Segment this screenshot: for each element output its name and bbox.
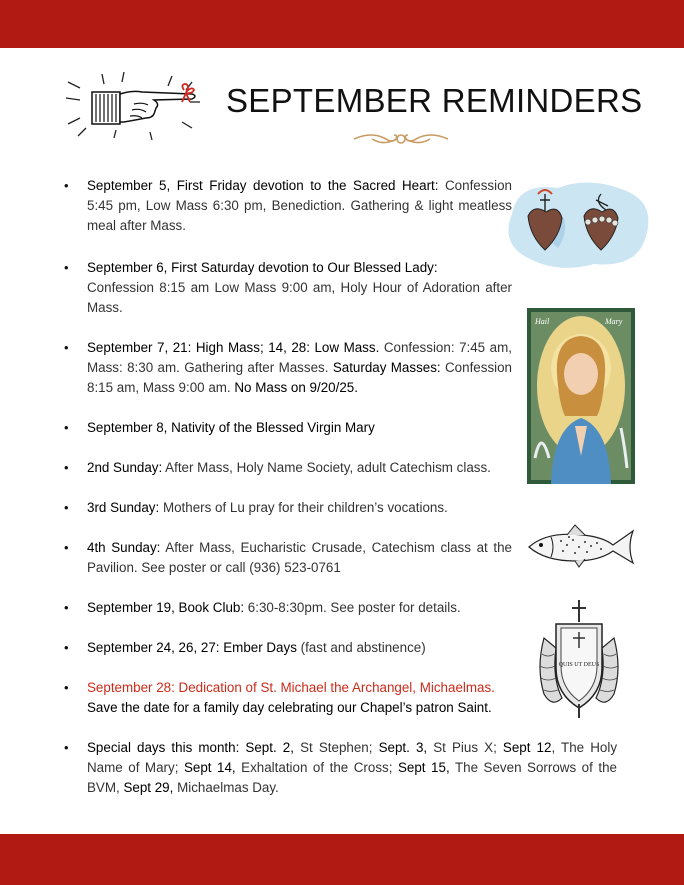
item-lead: Special days this month: Sept. 2,: [87, 740, 294, 755]
list-item: [60, 338, 512, 398]
top-red-band: [0, 0, 684, 48]
item-text: Confession 8:15 am, Mass 9:00 am.: [87, 360, 513, 395]
item-highlight: September 28: Dedication of St. Michael the Archangel, Michaelmas.: [87, 680, 495, 695]
item-text: 6:30-8:30pm. See poster for details.: [244, 600, 461, 615]
list-item: [60, 638, 512, 658]
item-lead: 4th Sunday:: [87, 540, 161, 555]
item-lead: Sept. 3,: [378, 740, 428, 755]
fish-icon: [527, 523, 635, 569]
item-lead: September 7, 21: High Mass; 14, 28: Low Mass.: [87, 340, 380, 355]
bottom-red-band: [0, 834, 684, 885]
item-lead: Sept 12: [502, 740, 552, 755]
item-lead: Save the date for a family day celebrating our Chapel’s patron Saint.: [87, 700, 492, 715]
item-text: Confession 5:45 pm, Low Mass 6:30 pm, Benediction. Gathering & light meatless meal after Mass.: [87, 178, 512, 233]
ornament-flourish-icon: [352, 127, 450, 151]
sacred-hearts-image: [498, 174, 658, 274]
item-text: St Pius X;: [427, 740, 503, 755]
list-item: [60, 176, 512, 236]
item-text: The Seven Sorrows of the BVM,: [87, 760, 617, 795]
list-item: [60, 418, 512, 438]
item-text: Michaelmas Day.: [173, 780, 279, 795]
item-text: After Mass, Holy Name Society, adult Catechism class.: [162, 460, 491, 475]
pointing-hand-icon: [62, 72, 220, 144]
item-text: , The Holy Name of Mary;: [87, 740, 618, 775]
item-text: After Mass, Eucharistic Crusade, Catechism class at the Pavilion. See poster or call (936) 523-0761: [87, 540, 512, 575]
item-text: Exhaltation of the Cross;: [235, 760, 398, 775]
item-lead: Saturday Masses:: [332, 360, 441, 375]
item-lead: 2nd Sunday:: [87, 460, 163, 475]
item-text: St Stephen;: [293, 740, 379, 755]
item-lead: September 8, Nativity of the Blessed Virgin Mary: [87, 420, 375, 435]
st-michael-shield-icon: [534, 598, 624, 720]
mary-caption-left: Hail: [535, 317, 550, 326]
list-item: [60, 738, 617, 798]
item-lead: No Mass on 9/20/25.: [234, 380, 358, 395]
item-text: Confession 8:15 am Low Mass 9:00 am, Holy Hour of Adoration after Mass.: [87, 280, 512, 315]
hail-mary-image: [527, 308, 635, 484]
item-lead: Sept 15,: [397, 760, 450, 775]
item-lead: 3rd Sunday:: [87, 500, 160, 515]
shield-motto: QUIS UT DEUS: [558, 662, 600, 668]
item-lead: September 6, First Saturday devotion to Our Blessed Lady:: [87, 260, 438, 275]
list-item: [60, 458, 512, 478]
item-lead: Sept 29,: [123, 780, 174, 795]
item-lead: Sept 14,: [183, 760, 236, 775]
mary-caption-right: Mary: [605, 317, 623, 326]
list-item: [60, 598, 512, 618]
item-text: Confession: 7:45 am, Mass: 8:30 am. Gathering after Masses.: [87, 340, 512, 375]
item-lead: September 5, First Friday devotion to the Sacred Heart:: [87, 178, 439, 193]
item-lead: September 19, Book Club:: [87, 600, 245, 615]
item-lead: September 24, 26, 27: Ember Days: [87, 640, 297, 655]
item-text: (fast and abstinence): [296, 640, 426, 655]
list-item: [60, 538, 512, 578]
page-title: SEPTEMBER REMINDERS: [226, 82, 643, 119]
item-text: Mothers of Lu pray for their children’s vocations.: [159, 500, 448, 515]
list-item: [60, 498, 512, 518]
list-item: [60, 678, 512, 718]
list-item: [60, 258, 512, 318]
